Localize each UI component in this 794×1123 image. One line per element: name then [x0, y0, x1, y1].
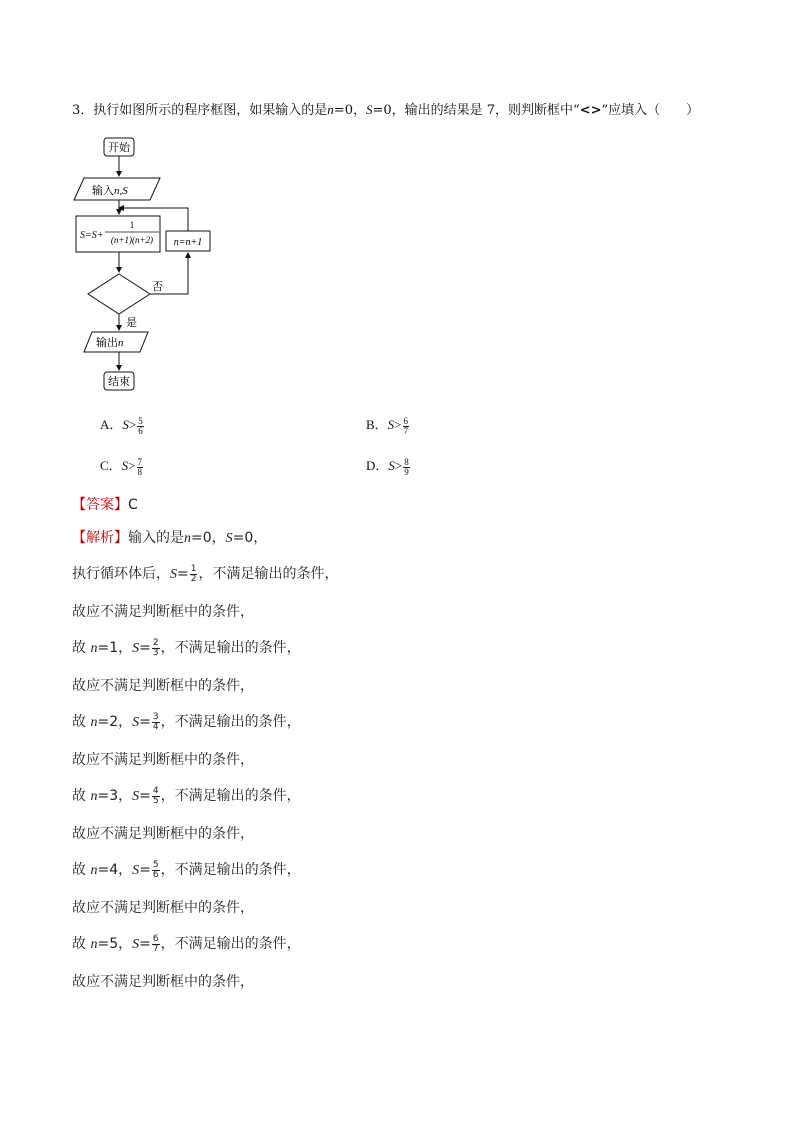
decision-diamond [88, 274, 150, 314]
option-a [100, 414, 145, 436]
condition-symbol: <> [579, 103, 602, 118]
option-fraction [403, 417, 410, 436]
option-fraction [137, 417, 144, 436]
var-s: S [365, 102, 373, 117]
option-op: > [128, 458, 136, 473]
flowchart [70, 134, 230, 396]
assign-den: (n+1)(n+2) [110, 235, 154, 245]
question-text: 执行如图所示的程序框图，如果输入的是 [93, 103, 328, 118]
analysis-judge: 故应不满足判断框中的条件， [72, 900, 254, 916]
assign-num: 1 [129, 220, 135, 230]
analysis-step-5: 故 n=5，S= $\frac{6}{7}$ ，不满足输出的条件， [72, 933, 301, 954]
analysis-judge: 故应不满足判断框中的条件， [72, 752, 254, 768]
question-stem [72, 101, 699, 120]
analysis-text: 输入的是 [128, 530, 184, 546]
question-text-3: =0，输出的结果是 7，则判断框中“ [372, 103, 580, 118]
analysis-text: =0， [232, 530, 268, 546]
analysis-text: =0， [191, 530, 226, 546]
option-d [366, 455, 411, 477]
var-n: n [327, 102, 334, 117]
fraction-den: 6 [138, 425, 143, 436]
fraction-num: 5 [138, 415, 143, 426]
option-label: B． [366, 417, 388, 432]
analysis-step-2: 故 n=2，S= $\frac{3}{4}$ ，不满足输出的条件， [72, 711, 301, 732]
answer-heading: 【答案】 [72, 497, 128, 513]
analysis-step-3: 故 n=3，S= $\frac{4}{5}$ ，不满足输出的条件， [72, 785, 301, 806]
option-c [100, 455, 144, 477]
no-label: 否 [152, 280, 163, 293]
start-label: 开始 [108, 141, 130, 154]
fraction-den: 9 [404, 466, 409, 477]
yes-label: 是 [126, 316, 137, 329]
option-fraction [137, 458, 144, 477]
option-var: S [388, 458, 395, 473]
answer-value: C [128, 497, 138, 513]
question-text-4: ”应填入（ ） [601, 103, 700, 118]
fraction-den: 8 [137, 466, 143, 477]
option-label: A． [100, 417, 123, 432]
fraction-den: 7 [403, 425, 409, 436]
fraction-num: 6 [403, 415, 409, 426]
increment-label: n=n+1 [173, 237, 203, 248]
analysis-text: ，不满足输出的条件， [198, 566, 339, 582]
option-op: > [394, 458, 403, 473]
question-text-2: =0， [333, 103, 366, 118]
option-var: S [121, 458, 129, 473]
fraction-num: 7 [137, 456, 143, 467]
option-var: S [387, 417, 395, 432]
option-label: D． [366, 458, 389, 473]
question-number: 3． [72, 103, 94, 118]
step-fraction: $\frac{6}{7}$ [152, 933, 159, 954]
step-fraction: $\frac{3}{4}$ [152, 711, 159, 732]
option-op: > [128, 417, 137, 432]
input-label: 输入n,S [92, 184, 128, 197]
analysis-heading-line: 【解析】输入的是n=0，S=0， [72, 530, 268, 546]
analysis-step-4: 故 n=4，S= $\frac{5}{6}$ ，不满足输出的条件， [72, 859, 301, 880]
analysis-judge: 故应不满足判断框中的条件， [72, 678, 254, 694]
analysis-heading: 【解析】 [72, 530, 128, 546]
step-fraction: $\frac{2}{3}$ [152, 637, 159, 658]
analysis-judge: 故应不满足判断框中的条件， [72, 974, 254, 990]
step-fraction: $\frac{5}{6}$ [152, 859, 159, 880]
option-var: S [122, 417, 129, 432]
end-label: 结束 [108, 375, 130, 388]
answer-line [72, 494, 138, 514]
analysis-judge: 故应不满足判断框中的条件， [72, 826, 254, 842]
analysis-judge: 故应不满足判断框中的条件， [72, 604, 254, 620]
option-label: C． [100, 458, 122, 473]
option-fraction [403, 458, 410, 477]
analysis-text: 执行循环体后， [72, 566, 170, 582]
analysis-step-1: 故 n=1，S= $\frac{2}{3}$ ，不满足输出的条件， [72, 637, 301, 658]
option-op: > [394, 417, 402, 432]
fraction-num: 8 [404, 456, 409, 467]
analysis-step-0: 执行循环体后，S= $\frac{1}{2}$ ，不满足输出的条件， [72, 563, 339, 584]
output-label: 输出n [96, 336, 124, 349]
option-b [366, 414, 410, 436]
step-fraction: $\frac{1}{2}$ [190, 563, 197, 584]
assign-left: S=S+ [80, 230, 104, 241]
step-fraction: $\frac{4}{5}$ [152, 785, 159, 806]
